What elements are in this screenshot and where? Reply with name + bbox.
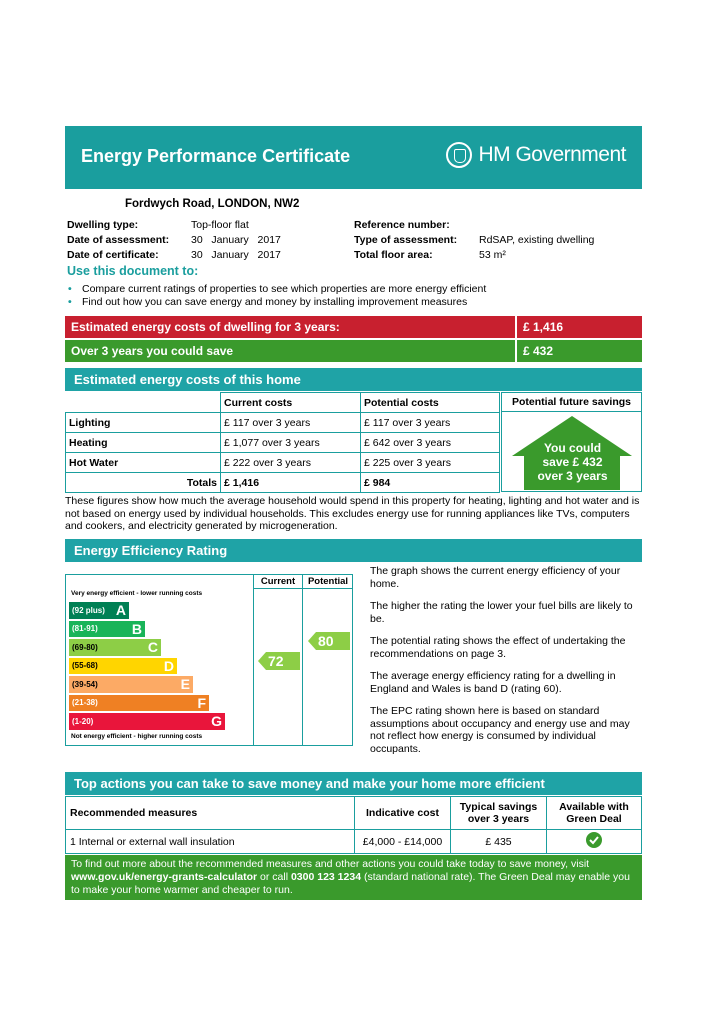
potential-cost-cell: £ 225 over 3 years bbox=[361, 453, 500, 473]
band-letter: C bbox=[147, 639, 158, 656]
savings-header: Typical savings over 3 years bbox=[451, 797, 547, 830]
potential-savings-header: Potential future savings bbox=[501, 392, 642, 412]
green-deal-header: Available with Green Deal bbox=[547, 797, 642, 830]
cost-cell: £4,000 - £14,000 bbox=[355, 830, 451, 854]
assessment-date-value: 30 January 2017 bbox=[191, 234, 281, 246]
details-right bbox=[354, 218, 594, 263]
costs-note: These figures show how much the average household would spend in this property for heating, lighting and hot water and is not based on energy used by individual households. This excludes energy use for running appliances like TVs, computers and cookers, and electricity generated by microgeneration. bbox=[65, 495, 640, 532]
band-range: (21-38) bbox=[72, 698, 98, 708]
current-cost-cell: £ 117 over 3 years bbox=[221, 413, 361, 433]
bullet-icon: • bbox=[68, 296, 72, 308]
list-item: • Find out how you can save energy and money by installing improvement measures bbox=[68, 296, 468, 308]
band-range: (1-20) bbox=[72, 716, 94, 726]
band-range: (69-80) bbox=[72, 642, 98, 652]
rating-band-b bbox=[69, 621, 145, 638]
assessment-date-label: Date of assessment: bbox=[67, 234, 170, 246]
savings-label: Over 3 years you could save bbox=[71, 344, 234, 358]
explanation-paragraph: The EPC rating shown here is based on standard assumptions about occupancy and energy use and may not reflect how energy is consumed by individual occupants. bbox=[370, 705, 630, 755]
estimated-cost-value: £ 1,416 bbox=[515, 316, 642, 338]
use-document-list bbox=[68, 283, 486, 309]
current-rating-value: 72 bbox=[268, 653, 284, 669]
costs-table bbox=[65, 392, 500, 493]
reference-number-label: Reference number: bbox=[354, 219, 450, 231]
floor-area-label: Total floor area: bbox=[354, 249, 433, 261]
assessment-type-label: Type of assessment: bbox=[354, 234, 458, 246]
green-deal-cell bbox=[547, 830, 642, 854]
row-label: Hot Water bbox=[66, 453, 221, 473]
brand-name: HM Government bbox=[478, 143, 626, 166]
band-letter: A bbox=[115, 602, 126, 619]
use-document-heading: Use this document to: bbox=[67, 264, 199, 278]
explanation-paragraph: The average energy efficiency rating for a dwelling in England and Wales is band D (rating 60). bbox=[370, 670, 616, 695]
check-circle-icon bbox=[586, 832, 602, 848]
band-range: (39-54) bbox=[72, 679, 98, 689]
estimated-cost-label: Estimated energy costs of dwelling for 3 years: bbox=[71, 320, 340, 334]
savings-value: £ 432 bbox=[515, 340, 642, 362]
current-column-header: Current bbox=[260, 576, 296, 587]
band-letter: F bbox=[197, 694, 206, 711]
explanation-paragraph: The graph shows the current energy efficiency of your home. bbox=[370, 565, 621, 590]
band-range: (92 plus) bbox=[72, 605, 105, 615]
savings-bar bbox=[65, 340, 642, 362]
current-costs-header: Current costs bbox=[221, 393, 361, 413]
royal-crest-icon bbox=[446, 142, 472, 168]
list-item: • Compare current ratings of properties to see which properties are more energy efficient bbox=[68, 283, 487, 295]
current-cost-cell: £ 222 over 3 years bbox=[221, 453, 361, 473]
current-cost-cell: £ 1,077 over 3 years bbox=[221, 433, 361, 453]
property-address: Fordwych Road, LONDON, NW2 bbox=[125, 198, 300, 210]
potential-cost-cell: £ 117 over 3 years bbox=[361, 413, 500, 433]
costs-section-title: Estimated energy costs of this home bbox=[65, 368, 642, 391]
assessment-type-value: RdSAP, existing dwelling bbox=[479, 234, 595, 246]
totals-row bbox=[66, 473, 500, 493]
table-header-row bbox=[66, 797, 642, 830]
table-header-row bbox=[66, 393, 500, 413]
totals-current: £ 1,416 bbox=[221, 473, 361, 493]
bullet-icon: • bbox=[68, 283, 72, 295]
potential-rating-marker bbox=[308, 632, 350, 655]
energy-grants-link[interactable]: www.gov.uk/energy-grants-calculator bbox=[71, 871, 258, 883]
potential-column-header: Potential bbox=[307, 576, 349, 587]
band-letter: E bbox=[180, 676, 190, 693]
phone-number: 0300 123 1234 bbox=[290, 871, 362, 883]
rating-band-a bbox=[69, 602, 129, 619]
potential-cost-cell: £ 642 over 3 years bbox=[361, 433, 500, 453]
hm-government-logo bbox=[446, 142, 626, 168]
band-letter: G bbox=[211, 713, 222, 730]
dwelling-type-value: Top-floor flat bbox=[191, 219, 249, 231]
rating-band-e bbox=[69, 676, 193, 693]
estimated-cost-bar bbox=[65, 316, 642, 338]
efficiency-rating-chart bbox=[65, 574, 353, 746]
potential-costs-header: Potential costs bbox=[361, 393, 500, 413]
efficiency-section-title: Energy Efficiency Rating bbox=[65, 539, 642, 562]
table-row bbox=[66, 413, 500, 433]
dwelling-type-label: Dwelling type: bbox=[67, 219, 139, 231]
savings-cell: £ 435 bbox=[451, 830, 547, 854]
band-range: (55-68) bbox=[72, 661, 98, 671]
totals-label: Totals bbox=[66, 473, 221, 493]
rating-band-c bbox=[69, 639, 161, 656]
potential-rating-value: 80 bbox=[318, 633, 334, 649]
certificate-date-label: Date of certificate: bbox=[67, 249, 159, 261]
certificate-header bbox=[65, 126, 642, 189]
band-letter: B bbox=[131, 620, 142, 637]
explanation-paragraph: The higher the rating the lower your fuel bills are likely to be. bbox=[370, 600, 633, 625]
band-letter: D bbox=[163, 657, 174, 674]
band-range: (81-91) bbox=[72, 624, 98, 634]
measure-cell: 1 Internal or external wall insulation bbox=[66, 830, 355, 854]
page-title: Energy Performance Certificate bbox=[81, 146, 351, 166]
floor-area-value: 53 m² bbox=[479, 249, 506, 261]
row-label: Heating bbox=[66, 433, 221, 453]
row-label: Lighting bbox=[66, 413, 221, 433]
measures-header: Recommended measures bbox=[66, 797, 355, 830]
rating-band-g bbox=[69, 713, 225, 730]
efficiency-explanation bbox=[370, 565, 642, 765]
rating-band-f bbox=[69, 695, 209, 712]
bottom-efficiency-note: Not energy efficient - higher running costs bbox=[71, 733, 203, 740]
explanation-paragraph: The potential rating shows the effect of undertaking the recommendations on page 3. bbox=[370, 635, 626, 660]
table-row bbox=[66, 453, 500, 473]
actions-section-title: Top actions you can take to save money and make your home more efficient bbox=[65, 772, 642, 795]
totals-potential: £ 984 bbox=[361, 473, 500, 493]
actions-table bbox=[65, 796, 642, 854]
rating-band-d bbox=[69, 658, 177, 675]
potential-savings-box bbox=[501, 412, 642, 492]
footer-notice: To find out more about the recommended measures and other actions you could take today to save money, visit www.gov.uk/energy-grants-calculator or call 0300 123 1234 (standard national rate). The Green Deal may enable you to make your home warmer and cheaper to run. bbox=[65, 855, 642, 900]
current-rating-marker bbox=[258, 652, 300, 675]
table-row bbox=[66, 830, 642, 854]
cost-header: Indicative cost bbox=[355, 797, 451, 830]
top-efficiency-note: Very energy efficient - lower running costs bbox=[71, 590, 203, 597]
certificate-date-value: 30 January 2017 bbox=[191, 249, 281, 261]
savings-arrow-text: You could save £ 432 over 3 years bbox=[537, 441, 608, 483]
details-left bbox=[67, 218, 281, 263]
table-row bbox=[66, 433, 500, 453]
